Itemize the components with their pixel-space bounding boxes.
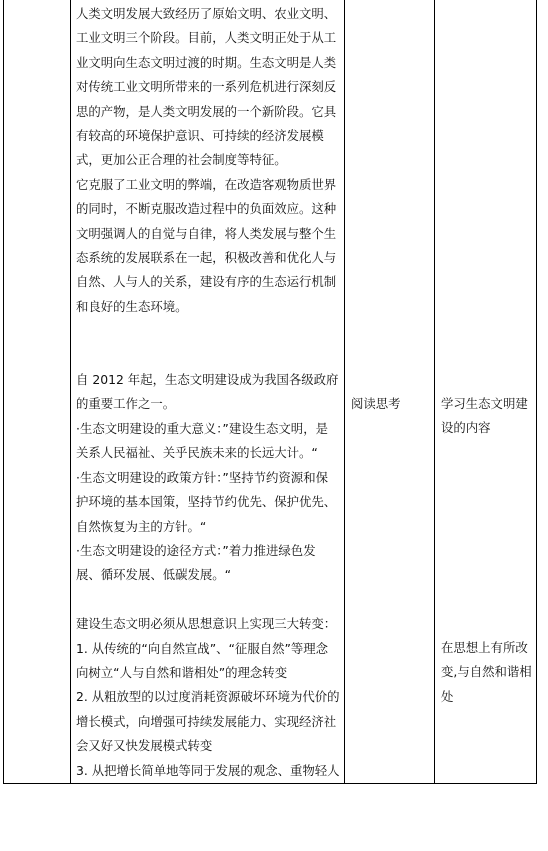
stage-column-cell	[4, 0, 71, 783]
lesson-plan-table	[3, 0, 537, 784]
bullet-approach: ·生态文明建设的途径方式：”着力推进绿色发展、循环发展、低碳发展。“	[76, 542, 316, 583]
student-activity-reading: 阅读思考	[351, 396, 401, 411]
table-row	[4, 0, 537, 783]
paragraph-since-2012: 自 2012 年起，生态文明建设成为我国各级政府的重要工作之一。	[76, 372, 339, 412]
student-activity-cell	[345, 0, 435, 783]
paragraph-civilization-stages: 人类文明发展大致经历了原始文明、农业文明、工业文明三个阶段。目前，人类文明正处于从工业文明向生态文明过渡的时期。生态文明是人类对传统工业文明所带来的一系列危机进行深刻反思的产物，是人类文明发展的一个新阶段。它具有较高的环境保护意识、可持续的经济发展模式，更加公正合理的社会制度等特征。	[76, 6, 337, 168]
list-item-transformation-2: 2. 从粗放型的以过度消耗资源破坏环境为代价的增长模式，向增强可持续发展能力、实现经济社会又好又快发展模式转变	[76, 689, 340, 754]
design-intent-learn: 学习生态文明建设的内容	[441, 396, 528, 436]
bullet-policy: ·生态文明建设的政策方针：”坚持节约资源和保护环境的基本国策，坚持节约优先、保护优先、自然恢复为主的方针。“	[76, 469, 337, 534]
list-item-transformation-3: 3. 从把增长简单地等同于发展的观念、重物轻人	[76, 762, 340, 778]
design-intent-cell	[435, 0, 537, 783]
paragraph-ecological-civilization: 它克服了工业文明的弊端，在改造客观物质世界的同时，不断克服改造过程中的负面效应。这种文明强调人的自觉与自律，将人类发展与整个生态系统的发展联系在一起，积极改善和优化人与自然、人与人的关系，建设有序的生态运行机制和良好的生态环境。	[76, 176, 337, 314]
paragraph-three-transformations: 建设生态文明必须从思想意识上实现三大转变：	[76, 616, 337, 632]
bullet-significance: ·生态文明建设的重大意义：”建设生态文明，是关系人民福祉、关乎民族未来的长远大计。“	[76, 420, 328, 461]
design-intent-harmony: 在思想上有所改变,与自然和谐相处	[441, 639, 532, 704]
content-column-cell	[71, 0, 345, 783]
list-item-transformation-1: 1. 从传统的“向自然宣战”、“征服自然”等理念向树立“人与自然和谐相处”的理念转变	[76, 640, 329, 680]
